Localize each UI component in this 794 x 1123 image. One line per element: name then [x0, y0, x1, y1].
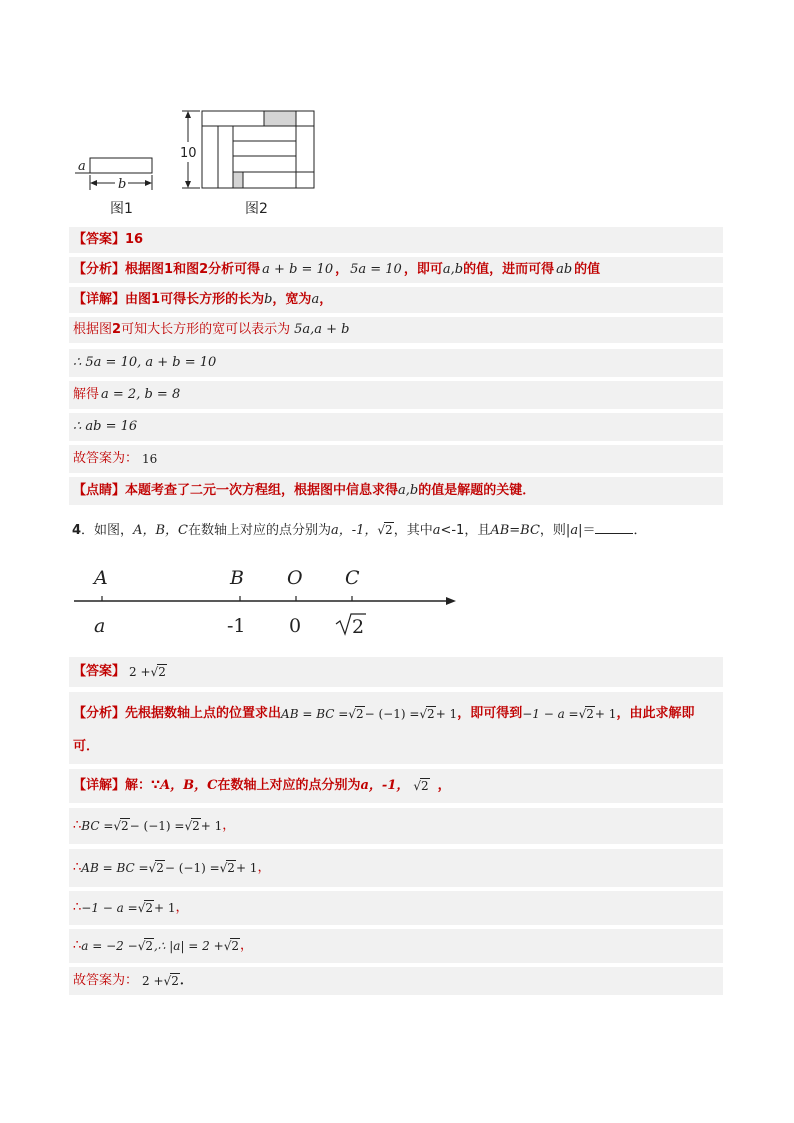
detail-text: ， [222, 818, 236, 833]
detail-text: ， [239, 938, 253, 953]
value-label-0: 0 [289, 615, 302, 637]
detail-therefore: ∴ [73, 860, 82, 875]
answer-value: 16 [125, 232, 144, 247]
stem-text: ． [633, 523, 647, 538]
fig1-caption: 图1 [110, 201, 133, 217]
point-label-O: O [287, 567, 303, 589]
note-text: 的值是解题的关键． [418, 483, 536, 498]
detail-variable: a [311, 292, 320, 307]
analysis-text: 可． [73, 739, 100, 755]
analysis-text: ，即可得到 [457, 706, 523, 721]
analysis-variables: a,b [442, 262, 464, 277]
question-number: 4 [72, 523, 82, 538]
detail-text: 故答案为： [73, 973, 139, 988]
figure-1 [75, 158, 152, 190]
fig2-height-label: 10 [180, 146, 197, 161]
q3-note [69, 477, 723, 505]
stem-points: A，B，C [133, 523, 188, 538]
detail-text: ， [437, 778, 451, 793]
detail-expression: ∴ 5a = 10, a + b = 10 [73, 355, 217, 370]
sqrt-radicand: 2 [227, 861, 235, 875]
detail-text: ， [319, 292, 333, 307]
sqrt-radicand: 2 [231, 939, 239, 953]
sqrt-radicand: 2 [355, 707, 364, 721]
stem-condition: AB=BC [490, 523, 540, 538]
note-variables: a,b [398, 483, 419, 498]
detail-therefore: ∴ [73, 900, 82, 915]
analysis-text: ， [335, 262, 349, 277]
stem-text: ，则| [539, 523, 571, 538]
q3-answer [69, 227, 723, 253]
sqrt-expression: √2 [348, 707, 364, 721]
q3-detail-line1 [69, 287, 723, 313]
q4-answer [69, 657, 723, 687]
number-line [70, 560, 470, 650]
stem-text: ，其中 [393, 523, 433, 538]
q4-detail-line4 [69, 891, 723, 925]
sqrt-expression: √2 [578, 707, 594, 721]
detail-text: 故答案为： [73, 451, 139, 466]
q3-detail-line6 [69, 445, 723, 473]
detail-expression: a = 2, b = 8 [101, 387, 181, 402]
detail-text: 可得长方形的长为 [160, 292, 265, 307]
detail-text: 解：∵ [125, 778, 161, 793]
detail-expression: AB = BC = [81, 861, 149, 875]
analysis-text: 分析可得 [208, 262, 261, 277]
sqrt-radicand: 2 [156, 861, 164, 875]
q4-detail-line1 [69, 769, 723, 803]
analysis-text: 的值，进而可得 [463, 262, 555, 277]
value-label-sqrt2 [336, 614, 366, 638]
analysis-text: ，即可 [403, 262, 443, 277]
sqrt-radicand: 2 [427, 707, 435, 721]
analysis-text: ，由此求解即 [616, 706, 695, 721]
detail-expression: ,∴ |a| = 2 + [153, 939, 224, 953]
detail-figure-number: 2 [112, 322, 122, 337]
detail-expression: − (−1) = [129, 819, 185, 833]
detail-expression: 2 + [142, 974, 164, 988]
detail-text: 可知大长方形的宽可以表示为 [121, 322, 291, 337]
sqrt-expression: √2 [148, 861, 164, 875]
sqrt-radicand: 2 [145, 939, 153, 953]
analysis-tag: 【分析】 [73, 706, 126, 721]
sqrt-radicand: 2 [385, 523, 393, 537]
analysis-expression: AB = BC = [281, 707, 349, 721]
stem-text: ，且 [464, 523, 491, 538]
analysis-text: 先根据数轴上点的位置求出 [125, 706, 282, 721]
sqrt-radicand: 2 [145, 901, 153, 915]
detail-value: 16 [142, 452, 158, 466]
analysis-expression: + 1 [435, 707, 458, 721]
detail-variable: b [264, 292, 273, 307]
detail-expression: + 1 [153, 901, 176, 915]
sqrt-radicand: 2 [192, 819, 200, 833]
stem-text: ．如图， [81, 523, 134, 538]
q3-analysis [69, 257, 723, 283]
q3-detail-line3 [69, 349, 723, 377]
stem-text: <-1 [440, 523, 465, 538]
detail-text: 根据图 [73, 322, 113, 337]
detail-text: 在数轴上对应的点分别为 [217, 778, 361, 793]
detail-text: 由图 [125, 292, 152, 307]
sqrt-expression: √2 [137, 901, 153, 915]
answer-expression: 2 + [129, 665, 151, 679]
point-label-C: C [345, 567, 360, 589]
sqrt-expression: √2 [163, 974, 179, 988]
sqrt-expression: √2 [137, 939, 153, 953]
analysis-expression: − (−1) = [364, 707, 420, 721]
sqrt-radicand: 2 [421, 779, 429, 793]
fig1-a-label: a [78, 159, 86, 174]
q4-analysis [69, 692, 723, 764]
detail-therefore: ∴ [73, 938, 82, 953]
detail-expression: + 1 [200, 819, 223, 833]
analysis-expression: −1 − a = [522, 707, 579, 721]
detail-text: 解得 [73, 387, 100, 402]
detail-expression: −1 − a = [81, 901, 138, 915]
analysis-equation: a + b = 10 [262, 262, 334, 277]
sqrt-expression: √2 [419, 707, 435, 721]
note-tag: 【点睛】 [73, 483, 126, 498]
sqrt-expression: √2 [150, 665, 166, 679]
sqrt-expression: √2 [113, 819, 129, 833]
axis-arrow-icon [446, 597, 456, 605]
analysis-text: 根据图 [125, 262, 165, 277]
point-label-B: B [230, 567, 244, 589]
sqrt-radicand: 2 [158, 665, 166, 679]
detail-text: ， [175, 900, 189, 915]
detail-figure-number: 1 [151, 292, 161, 307]
stem-text: 在数轴上对应的点分别为 [187, 523, 331, 538]
sqrt-radicand: 2 [586, 707, 594, 721]
detail-text: ． [179, 973, 193, 988]
detail-text: ，宽为 [272, 292, 312, 307]
q3-detail-line2 [69, 317, 723, 343]
detail-expression: a = −2 − [81, 939, 138, 953]
answer-tag: 【答案】 [73, 664, 126, 679]
figure-rectangles [70, 100, 330, 220]
analysis-text: 和图 [173, 262, 200, 277]
answer-tag: 【答案】 [73, 232, 126, 247]
sqrt-expression: √2 [377, 523, 393, 537]
sqrt-expression: √2 [223, 939, 239, 953]
analysis-tag: 【分析】 [73, 262, 126, 277]
sqrt-expression: √2 [413, 779, 429, 793]
sqrt-radicand: 2 [171, 974, 179, 988]
detail-expression: 5a,a + b [294, 322, 350, 337]
stem-variable: a [570, 523, 579, 538]
q3-detail-line4 [69, 381, 723, 409]
q4-detail-line3 [69, 849, 723, 887]
stem-variable: a [432, 523, 441, 538]
detail-expression: − (−1) = [164, 861, 220, 875]
detail-tag: 【详解】 [73, 292, 126, 307]
analysis-text: 的值 [574, 262, 601, 277]
detail-expression: ∴ ab = 16 [73, 419, 138, 434]
stem-text: |＝ [578, 523, 596, 538]
analysis-figure-number: 2 [199, 262, 209, 277]
sqrt-expression: √2 [184, 819, 200, 833]
answer-blank [595, 519, 633, 534]
q4-stem [72, 519, 722, 541]
detail-values: a，-1， [360, 778, 410, 793]
q4-detail-line2 [69, 808, 723, 844]
value-label-neg1: -1 [227, 615, 246, 637]
analysis-variables: ab [556, 262, 573, 277]
analysis-figure-number: 1 [164, 262, 174, 277]
note-text: 本题考查了二元一次方程组，根据图中信息求得 [125, 483, 399, 498]
analysis-equation: 5a = 10 [350, 262, 402, 277]
fig1-b-label: b [118, 177, 127, 192]
detail-text: ， [257, 860, 271, 875]
q3-detail-line5 [69, 413, 723, 441]
fig2-caption: 图2 [245, 201, 268, 217]
detail-expression: + 1 [235, 861, 258, 875]
detail-expression: BC = [81, 819, 114, 833]
detail-therefore: ∴ [73, 818, 82, 833]
stem-values: a，-1， [330, 523, 378, 538]
sqrt-radicand: 2 [121, 819, 129, 833]
figure-2 [182, 111, 314, 188]
sqrt-radicand: 2 [352, 616, 365, 638]
analysis-expression: + 1 [594, 707, 617, 721]
value-label-a: a [94, 615, 106, 637]
q4-detail-line6 [69, 967, 723, 995]
detail-points: A，B，C [160, 778, 218, 793]
detail-tag: 【详解】 [73, 778, 126, 793]
point-label-A: A [94, 567, 108, 589]
q4-detail-line5 [69, 929, 723, 963]
sqrt-expression: √2 [219, 861, 235, 875]
